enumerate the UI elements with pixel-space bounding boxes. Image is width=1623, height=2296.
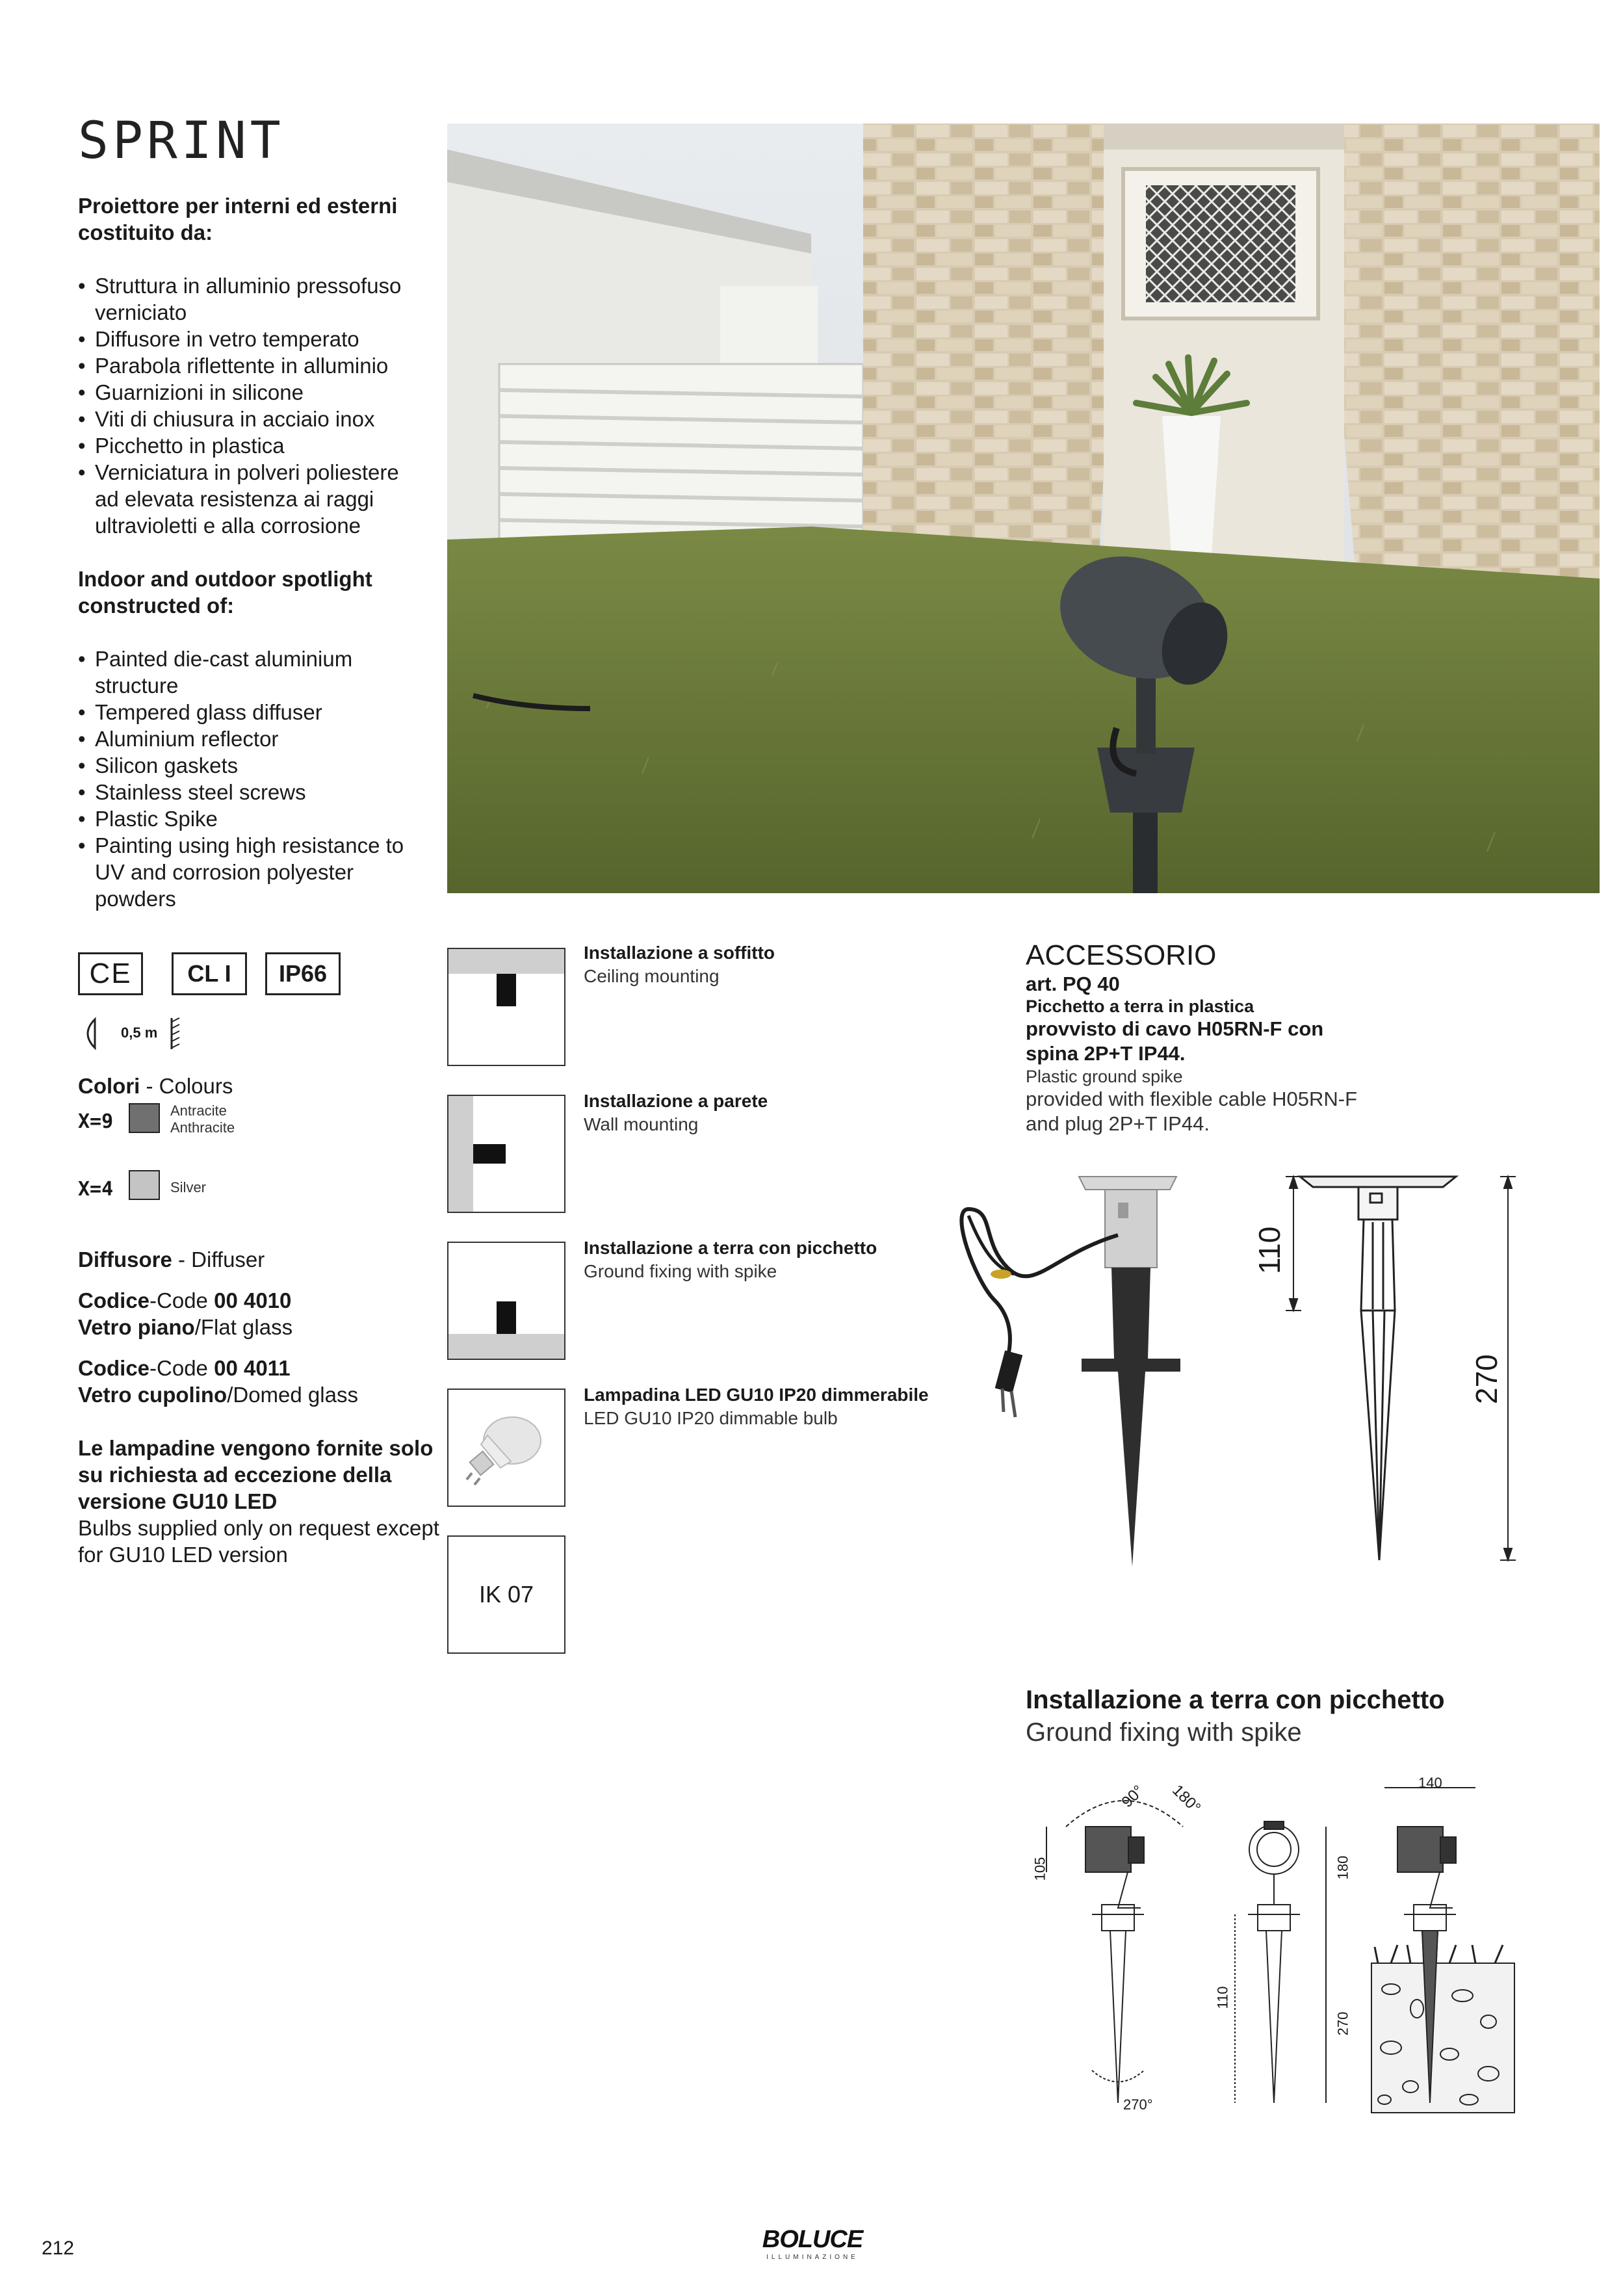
- dimension-110-ground: 110: [1214, 1986, 1231, 2009]
- mounting-ground-label: [584, 1236, 877, 1283]
- bulb-label: [584, 1383, 929, 1430]
- mounting-wall-label: [584, 1089, 768, 1136]
- brand-name: BOLUCE: [762, 2226, 863, 2253]
- ground-fixing-drawings: [1020, 1775, 1553, 2139]
- list-item: • Diffusore in vetro temperato: [78, 326, 416, 352]
- list-item: • Viti di chiusura in acciaio inox: [78, 406, 416, 432]
- ce-badge: [78, 952, 143, 995]
- mounting-ceiling-label: [584, 941, 775, 988]
- bulb-note-it: Le lampadine vengono fornite solo su richiesta ad eccezione della versione GU10 LED: [78, 1436, 434, 1513]
- features-it-list: [78, 272, 416, 539]
- ik-rating: IK 07: [447, 1535, 565, 1654]
- intro-it: Proiettore per interni ed esterni costituito da:: [78, 194, 398, 244]
- colours-label-it: Colori: [78, 1074, 140, 1098]
- brand-logo: [754, 2226, 871, 2261]
- accessory-desc-it-1: Picchetto a terra in plastica: [1026, 997, 1254, 1016]
- code-value: 00 4011: [214, 1356, 291, 1380]
- colour-name-en: Anthracite: [170, 1119, 235, 1136]
- colour-swatch-anthracite: [129, 1103, 160, 1133]
- accessory-desc-it-2: provvisto di cavo H05RN-F con spina 2P+T IP44.: [1026, 1017, 1324, 1065]
- glass-en: /Flat glass: [194, 1315, 293, 1339]
- colours-label-en: - Colours: [146, 1074, 233, 1098]
- brand-sub: ILLUMINAZIONE: [766, 2254, 859, 2261]
- accessory-art: art. PQ 40: [1026, 972, 1120, 995]
- diffuser-section: [78, 1246, 442, 1568]
- dimension-105: 105: [1032, 1857, 1048, 1881]
- list-item: • Verniciatura in polveri poliestere ad elevata resistenza ai raggi ultravioletti e alla corrosione: [78, 459, 416, 539]
- code-label-it: Codice: [78, 1288, 150, 1312]
- accessory-desc-en-1: Plastic ground spike: [1026, 1067, 1183, 1086]
- intro-en: Indoor and outdoor spotlight constructed of:: [78, 567, 372, 618]
- glass-en: /Domed glass: [227, 1383, 358, 1407]
- angle-90-label: 90°: [1118, 1782, 1148, 1812]
- colour-code-x9: X=9: [78, 1110, 114, 1133]
- mounting-en: Ground fixing with spike: [584, 1261, 777, 1281]
- mounting-en: Ceiling mounting: [584, 966, 720, 986]
- list-item: • Tempered glass diffuser: [78, 699, 416, 725]
- code-label-it: Codice: [78, 1356, 150, 1380]
- mounting-it: Installazione a parete: [584, 1091, 768, 1111]
- angle-180-label: 180°: [1169, 1781, 1204, 1817]
- code-value: 00 4010: [214, 1288, 292, 1312]
- bulb-note-en: Bulbs supplied only on request except for GU10 LED version: [78, 1516, 439, 1567]
- ground-title-en: Ground fixing with spike: [1026, 1718, 1302, 1747]
- dimension-180: 180: [1334, 1855, 1351, 1880]
- list-item: • Painting using high resistance to UV and corrosion polyester powders: [78, 832, 416, 912]
- list-item: • Plastic Spike: [78, 805, 416, 832]
- accessory-section: [1026, 939, 1546, 1136]
- class-badge: CL I: [172, 952, 247, 995]
- list-item: • Painted die-cast aluminium structure: [78, 646, 416, 699]
- spike-dimension-drawing: [1228, 1170, 1553, 1573]
- colour-name-it: Antracite: [170, 1102, 227, 1119]
- list-item: • Stainless steel screws: [78, 779, 416, 805]
- colour-code-x4: X=4: [78, 1178, 114, 1201]
- page-number: 212: [42, 2237, 75, 2259]
- ground-fixing-heading: [1026, 1684, 1445, 1749]
- lamp-distance-icon: [78, 1014, 104, 1053]
- colours-heading: [78, 1073, 233, 1099]
- angle-270-label: 270°: [1123, 2096, 1153, 2113]
- dimension-140: 140: [1418, 1775, 1442, 1791]
- list-item: • Aluminium reflector: [78, 725, 416, 752]
- mounting-it: Installazione a soffitto: [584, 943, 775, 963]
- accessory-desc-en-2: provided with flexible cable H05RN-F and plug 2P+T IP44.: [1026, 1088, 1358, 1135]
- mounting-it: Lampadina LED GU10 IP20 dimmerabile: [584, 1385, 929, 1405]
- colour-name-anthracite: [170, 1102, 235, 1136]
- list-item: • Picchetto in plastica: [78, 432, 416, 459]
- colour-name-silver: Silver: [170, 1179, 207, 1195]
- surface-hatch-icon: [168, 1014, 183, 1053]
- distance-indicator: [78, 1014, 195, 1053]
- code-label-en: -Code: [149, 1288, 208, 1312]
- distance-value: 0,5 m: [121, 1024, 158, 1041]
- mounting-en: Wall mounting: [584, 1114, 699, 1134]
- diffuser-label-en: - Diffuser: [178, 1247, 265, 1272]
- dimension-270: 270: [1470, 1354, 1503, 1404]
- glass-it: Vetro piano: [78, 1315, 195, 1339]
- features-en-list: [78, 646, 416, 912]
- ce-mark: CE: [89, 958, 132, 989]
- mounting-it: Installazione a terra con picchetto: [584, 1238, 877, 1258]
- dimension-110: 110: [1253, 1226, 1286, 1274]
- diffuser-label-it: Diffusore: [78, 1247, 172, 1272]
- glass-it: Vetro cupolino: [78, 1383, 227, 1407]
- ground-mount-icon: [447, 1242, 565, 1360]
- description-column: [78, 192, 416, 912]
- product-title: SPRINT: [78, 112, 285, 170]
- dimension-270-ground: 270: [1334, 2011, 1351, 2036]
- led-bulb-image: [447, 1389, 565, 1507]
- mounting-en: LED GU10 IP20 dimmable bulb: [584, 1408, 838, 1428]
- ground-title-it: Installazione a terra con picchetto: [1026, 1686, 1445, 1714]
- code-label-en: -Code: [149, 1356, 208, 1380]
- list-item: • Struttura in alluminio pressofuso verniciato: [78, 272, 416, 326]
- ceiling-mount-icon: [447, 948, 565, 1066]
- colour-swatch-silver: [129, 1170, 160, 1200]
- wall-mount-icon: [447, 1095, 565, 1213]
- list-item: • Silicon gaskets: [78, 752, 416, 779]
- product-photo: [447, 124, 1600, 893]
- list-item: • Guarnizioni in silicone: [78, 379, 416, 406]
- ip-badge: IP66: [265, 952, 341, 995]
- accessory-heading: ACCESSORIO: [1026, 939, 1217, 971]
- list-item: • Parabola riflettente in alluminio: [78, 352, 416, 379]
